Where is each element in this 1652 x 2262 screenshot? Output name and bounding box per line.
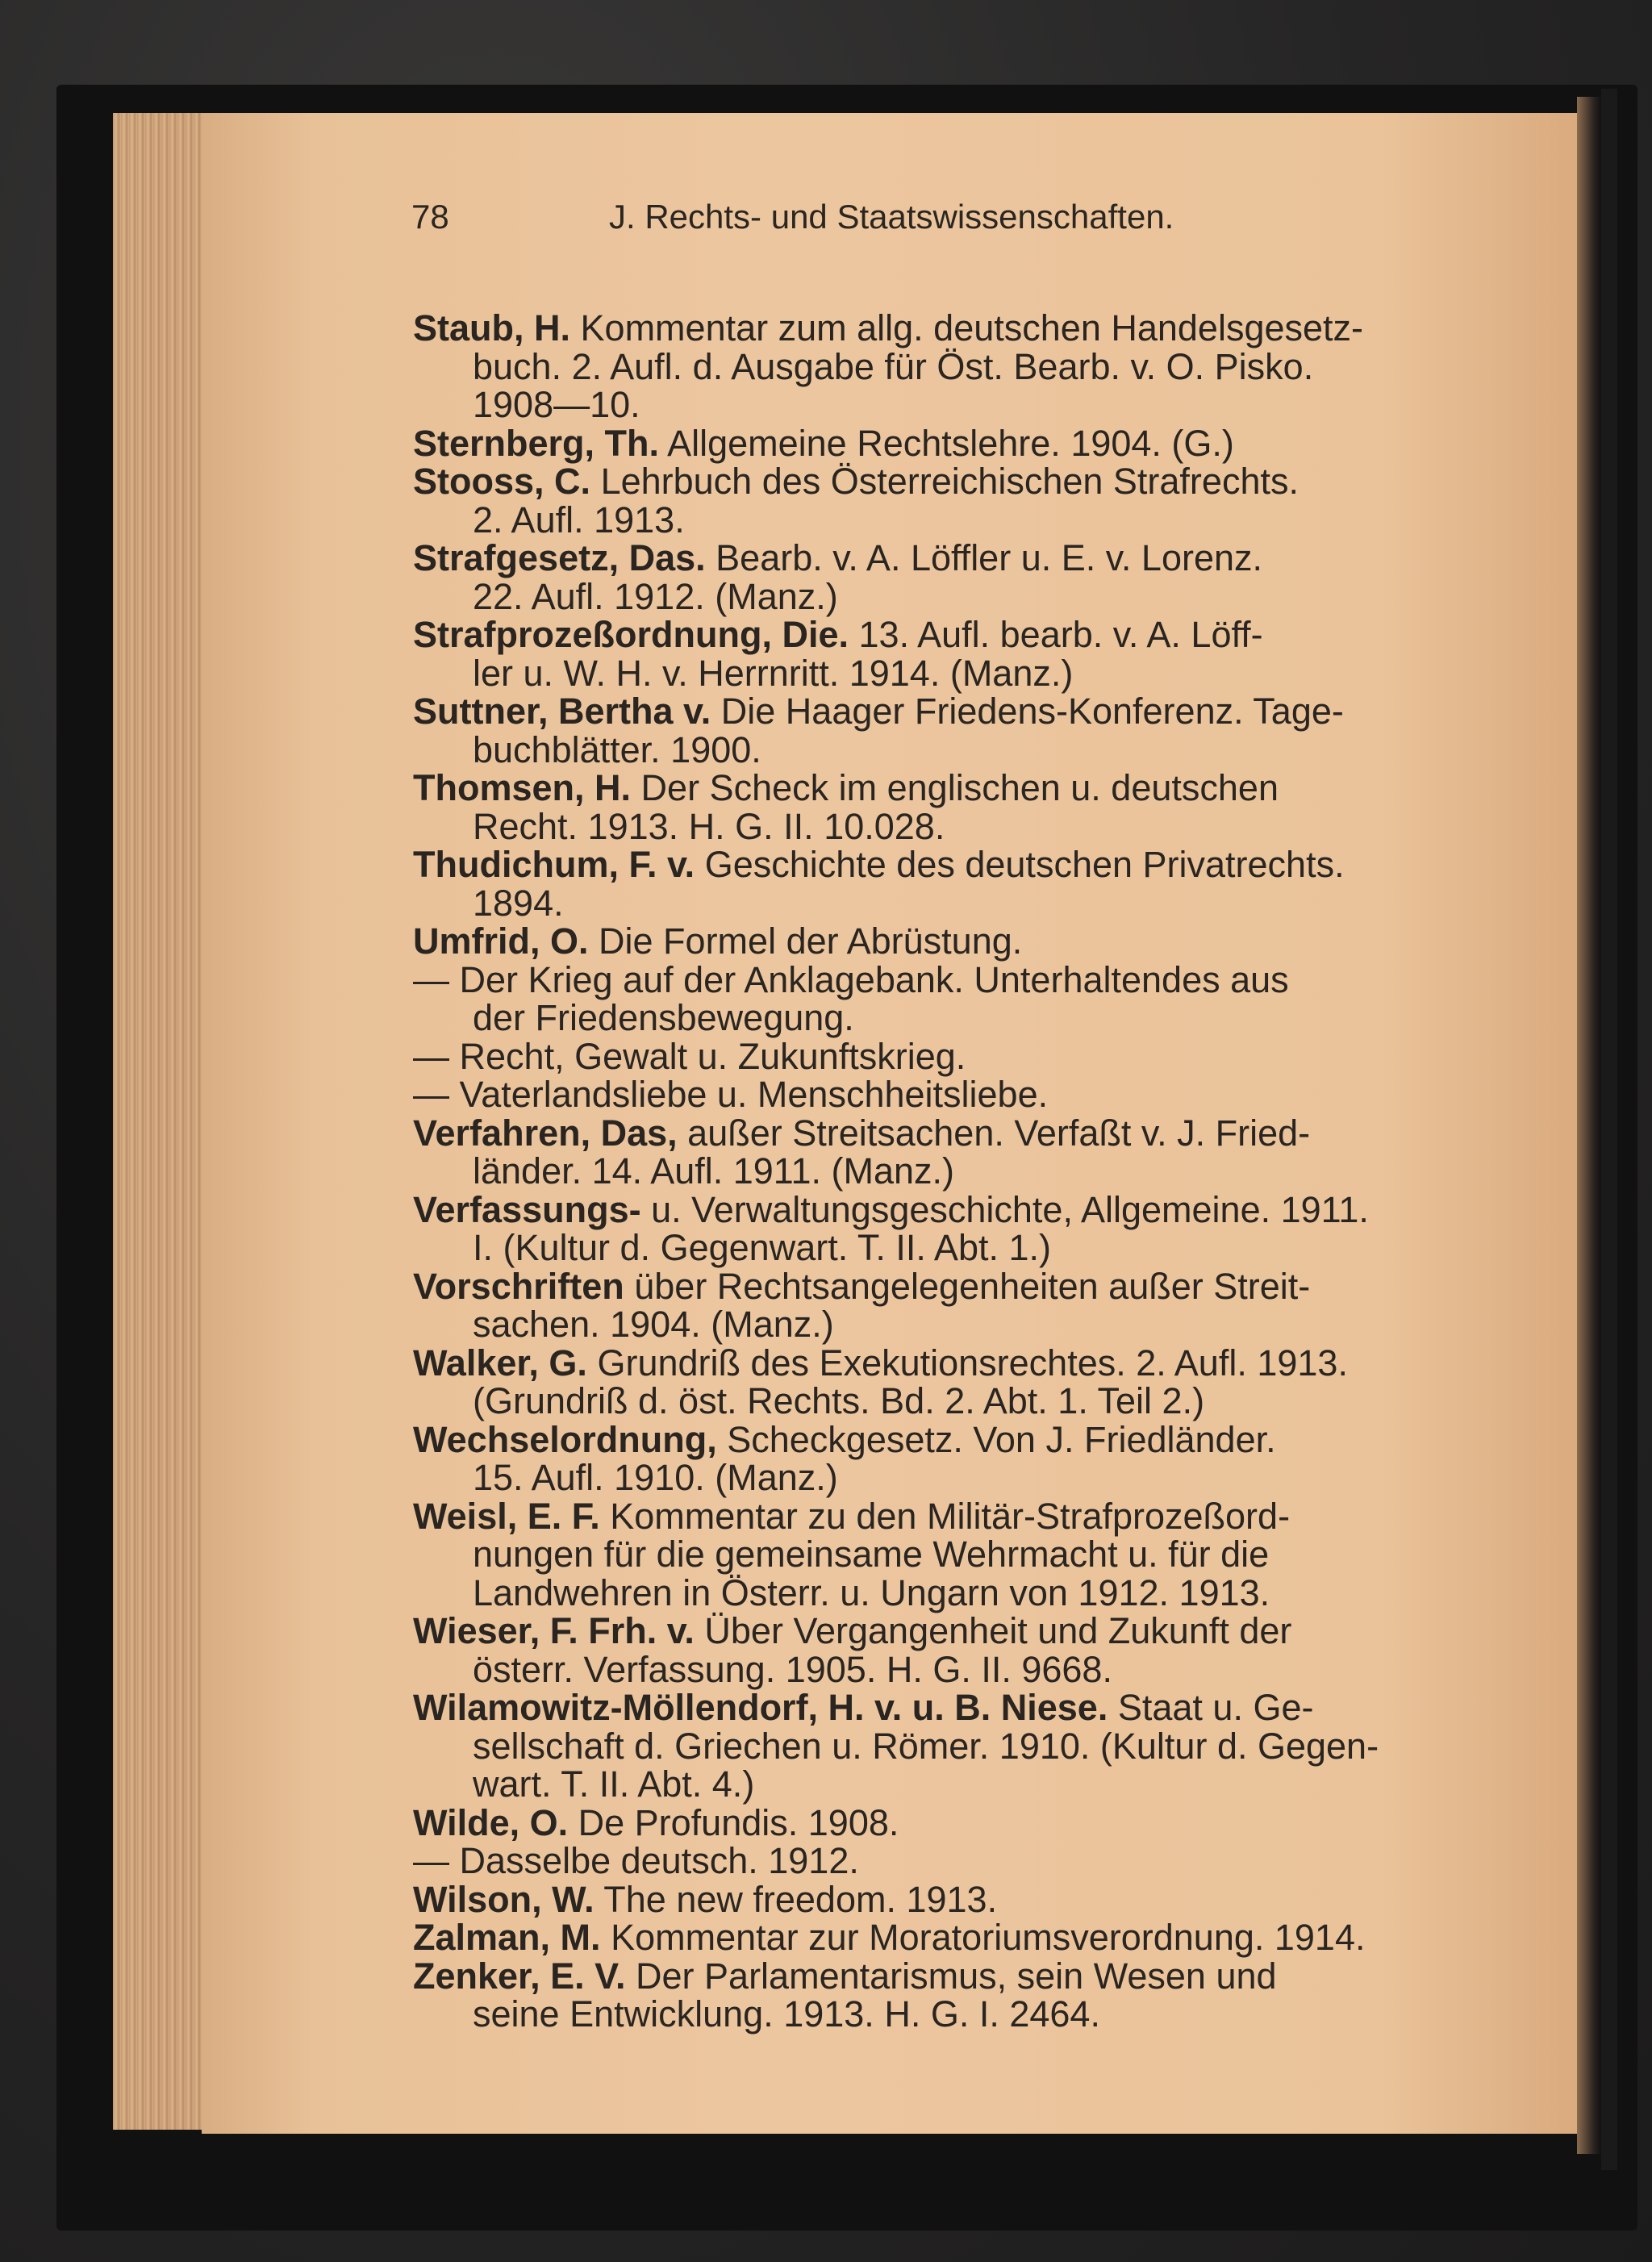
- entry-text: u. Verwaltungsgeschichte, Allgemeine. 1911.: [651, 1188, 1369, 1230]
- entry-text: Allgemeine Rechtslehre. 1904. (G.): [667, 422, 1234, 464]
- bibliography-entry: [413, 1075, 1462, 1114]
- entry-first-line: [413, 616, 1462, 654]
- entry-continuation-line: [413, 386, 1462, 424]
- entry-first-line: [413, 1344, 1462, 1383]
- entry-author: Suttner, Bertha v.: [413, 691, 711, 732]
- entry-text: Staat u. Ge-: [1117, 1687, 1314, 1728]
- entry-text: Landwehren in Österr. u. Ungarn von 1912. 1913.: [473, 1571, 1270, 1613]
- bibliography-entry: [413, 1688, 1462, 1804]
- entry-continuation-line: [413, 345, 1462, 387]
- entry-first-line: [413, 1497, 1462, 1536]
- entry-first-line: [413, 1801, 1462, 1843]
- entry-text: wart. T. II. Abt. 4.): [473, 1763, 755, 1805]
- entry-continuation-line: [413, 1305, 1462, 1344]
- entry-text: buch. 2. Aufl. d. Ausgabe für Öst. Bearb. v. O. Pisko.: [473, 345, 1314, 387]
- bibliography-entry: [413, 1497, 1462, 1613]
- entry-author: Weisl, E. F.: [413, 1495, 600, 1537]
- entry-continuation-line: [413, 1571, 1462, 1613]
- entry-author: Stooss, C.: [413, 461, 591, 502]
- entry-first-line: [413, 424, 1462, 463]
- entry-author: Wieser, F. Frh. v.: [413, 1610, 695, 1651]
- entry-text: über Rechtsangelegenheiten außer Streit-: [634, 1265, 1311, 1307]
- entry-text: Dasselbe deutsch. 1912.: [459, 1840, 859, 1881]
- entry-first-line: [413, 1688, 1462, 1727]
- entry-author: Vorschriften: [413, 1265, 624, 1307]
- entry-text: Lehrbuch des Österreichischen Strafrechts.: [600, 461, 1299, 502]
- entry-first-line: [413, 1842, 1462, 1880]
- entry-text: Der Parlamentarismus, sein Wesen und: [636, 1955, 1277, 1997]
- entry-first-line: [413, 1188, 1462, 1230]
- entry-continuation-line: [413, 1229, 1462, 1267]
- entry-text: I. (Kultur d. Gegenwart. T. II. Abt. 1.): [473, 1227, 1051, 1268]
- bibliography-entry: [413, 1188, 1462, 1268]
- entry-first-line: [413, 1918, 1462, 1957]
- entry-author: —: [413, 958, 449, 1000]
- entry-first-line: [413, 309, 1462, 348]
- entry-first-line: [413, 1418, 1462, 1460]
- entry-continuation-line: [413, 1535, 1462, 1574]
- entry-text: Recht. 1913. H. G. II. 10.028.: [473, 805, 945, 847]
- entry-author: Strafprozeßordnung, Die.: [413, 614, 849, 655]
- entry-first-line: [413, 1880, 1462, 1919]
- entry-author: —: [413, 1074, 449, 1115]
- entry-continuation-line: [413, 501, 1462, 540]
- entry-text: 2. Aufl. 1913.: [473, 499, 685, 540]
- entry-author: Wechselordnung,: [413, 1418, 717, 1460]
- entry-text: seine Entwicklung. 1913. H. G. I. 2464.: [473, 1993, 1100, 2035]
- entry-text: Der Scheck im englischen u. deutschen: [640, 767, 1279, 808]
- entry-first-line: [413, 1114, 1462, 1153]
- entry-author: Zalman, M.: [413, 1917, 601, 1958]
- entry-author: Thomsen, H.: [413, 767, 632, 808]
- entry-text: (Grundriß d. öst. Rechts. Bd. 2. Abt. 1. Teil 2.): [473, 1380, 1205, 1421]
- bibliography-entry: [413, 1842, 1462, 1880]
- entry-text: außer Streitsachen. Verfaßt v. J. Fried-: [687, 1112, 1311, 1154]
- binding-strip: [1601, 89, 1617, 2170]
- entry-text: The new freedom. 1913.: [603, 1878, 998, 1920]
- entry-text: länder. 14. Aufl. 1911. (Manz.): [473, 1150, 955, 1192]
- entry-text: sachen. 1904. (Manz.): [473, 1304, 834, 1345]
- entry-text: Vaterlandsliebe u. Menschheitsliebe.: [459, 1074, 1049, 1115]
- entry-first-line: [413, 539, 1462, 578]
- entry-first-line: [413, 692, 1462, 731]
- entry-author: —: [413, 1840, 449, 1881]
- entry-first-line: [413, 1037, 1462, 1076]
- bibliography-entry: [413, 1801, 1462, 1843]
- entry-text: Geschichte des deutschen Privatrechts.: [704, 844, 1345, 885]
- entry-continuation-line: [413, 999, 1462, 1037]
- bibliography-entry: [413, 1957, 1462, 2034]
- bibliography-entry: [413, 1880, 1462, 1919]
- entry-first-line: [413, 1075, 1462, 1114]
- entry-text: Über Vergangenheit und Zukunft der: [704, 1610, 1292, 1651]
- entry-text: Kommentar zur Moratoriumsverordnung. 1914.: [611, 1917, 1366, 1958]
- entry-author: Wilamowitz-Möllendorf, H. v. u. B. Niese.: [413, 1687, 1108, 1728]
- running-header: [411, 198, 1460, 246]
- entry-text: nungen für die gemeinsame Wehrmacht u. für die: [473, 1534, 1270, 1575]
- entry-text: Der Krieg auf der Anklagebank. Unterhaltendes aus: [459, 958, 1289, 1000]
- entry-text: Kommentar zum allg. deutschen Handelsgesetz-: [580, 307, 1364, 348]
- page-number: 78: [411, 198, 449, 236]
- bibliography-entry: [413, 692, 1462, 769]
- entry-author: —: [413, 1035, 449, 1077]
- bibliography-entry: [413, 1037, 1462, 1076]
- entry-continuation-line: [413, 884, 1462, 923]
- bibliography-entry: [413, 424, 1462, 463]
- entry-first-line: [413, 462, 1462, 501]
- entry-continuation-line: [413, 1648, 1462, 1690]
- entry-text: der Friedensbewegung.: [473, 997, 854, 1038]
- entry-author: Staub, H.: [413, 307, 571, 348]
- entry-continuation-line: [413, 805, 1462, 847]
- entry-text: 1894.: [473, 882, 564, 924]
- entry-first-line: [413, 1612, 1462, 1651]
- entry-continuation-line: [413, 654, 1462, 693]
- entry-continuation-line: [413, 1459, 1462, 1497]
- bibliography-entry: [413, 462, 1462, 539]
- entry-continuation-line: [413, 1995, 1462, 2034]
- entry-author: Zenker, E. V.: [413, 1955, 626, 1997]
- bibliography-entry: [413, 958, 1462, 1038]
- entry-continuation-line: [413, 1382, 1462, 1421]
- entry-continuation-line: [413, 575, 1462, 617]
- entry-first-line: [413, 1957, 1462, 1996]
- entry-text: ler u. W. H. v. Herrnritt. 1914. (Manz.): [473, 652, 1074, 694]
- bibliography-list: [413, 309, 1462, 2034]
- entry-first-line: [413, 1267, 1462, 1306]
- entry-author: Verfahren, Das,: [413, 1112, 678, 1154]
- bibliography-entry: [413, 922, 1462, 961]
- bibliography-entry: [413, 1418, 1462, 1498]
- entry-text: österr. Verfassung. 1905. H. G. II. 9668.: [473, 1648, 1112, 1690]
- bibliography-entry: [413, 845, 1462, 922]
- entry-author: Wilde, O.: [413, 1801, 569, 1843]
- entry-author: Walker, G.: [413, 1342, 587, 1383]
- bibliography-entry: [413, 1114, 1462, 1191]
- entry-author: Verfassungs-: [413, 1188, 641, 1230]
- entry-first-line: [413, 769, 1462, 808]
- entry-text: 13. Aufl. bearb. v. A. Löff-: [858, 614, 1263, 655]
- entry-author: Wilson, W.: [413, 1878, 594, 1920]
- bibliography-entry: [413, 769, 1462, 845]
- bibliography-entry: [413, 1267, 1462, 1344]
- entry-text: sellschaft d. Griechen u. Römer. 1910. (Kultur d. Gegen-: [473, 1725, 1379, 1767]
- entry-text: Grundriß des Exekutionsrechtes. 2. Aufl. 1913.: [597, 1342, 1348, 1383]
- entry-text: 1908—10.: [473, 384, 640, 425]
- entry-text: 15. Aufl. 1910. (Manz.): [473, 1457, 838, 1498]
- entry-text: Scheckgesetz. Von J. Friedländer.: [727, 1418, 1276, 1460]
- entry-author: Umfrid, O.: [413, 920, 589, 962]
- entry-text: Kommentar zu den Militär-Strafprozeßord-: [610, 1495, 1291, 1537]
- entry-continuation-line: [413, 728, 1462, 770]
- entry-continuation-line: [413, 1152, 1462, 1191]
- entry-text: Recht, Gewalt u. Zukunftskrieg.: [459, 1035, 966, 1077]
- entry-first-line: [413, 958, 1462, 1000]
- bibliography-entry: [413, 616, 1462, 692]
- entry-text: De Profundis. 1908.: [578, 1801, 899, 1843]
- entry-first-line: [413, 922, 1462, 961]
- section-title: J. Rechts- und Staatswissenschaften.: [609, 198, 1174, 236]
- entry-author: Thudichum, F. v.: [413, 844, 695, 885]
- entry-continuation-line: [413, 1765, 1462, 1804]
- entry-author: Sternberg, Th.: [413, 422, 660, 464]
- entry-first-line: [413, 845, 1462, 884]
- entry-text: buchblätter. 1900.: [473, 728, 761, 770]
- bibliography-entry: [413, 539, 1462, 616]
- entry-continuation-line: [413, 1727, 1462, 1766]
- bibliography-entry: [413, 1612, 1462, 1688]
- page-gutter: [1577, 97, 1601, 2154]
- entry-text: Bearb. v. A. Löffler u. E. v. Lorenz.: [715, 537, 1263, 578]
- bibliography-entry: [413, 309, 1462, 424]
- bibliography-entry: [413, 1344, 1462, 1421]
- entry-author: Strafgesetz, Das.: [413, 537, 706, 578]
- entry-text: 22. Aufl. 1912. (Manz.): [473, 575, 838, 617]
- bibliography-entry: [413, 1918, 1462, 1957]
- entry-text: Die Formel der Abrüstung.: [599, 920, 1023, 962]
- entry-text: Die Haager Friedens-Konferenz. Tage-: [720, 691, 1344, 732]
